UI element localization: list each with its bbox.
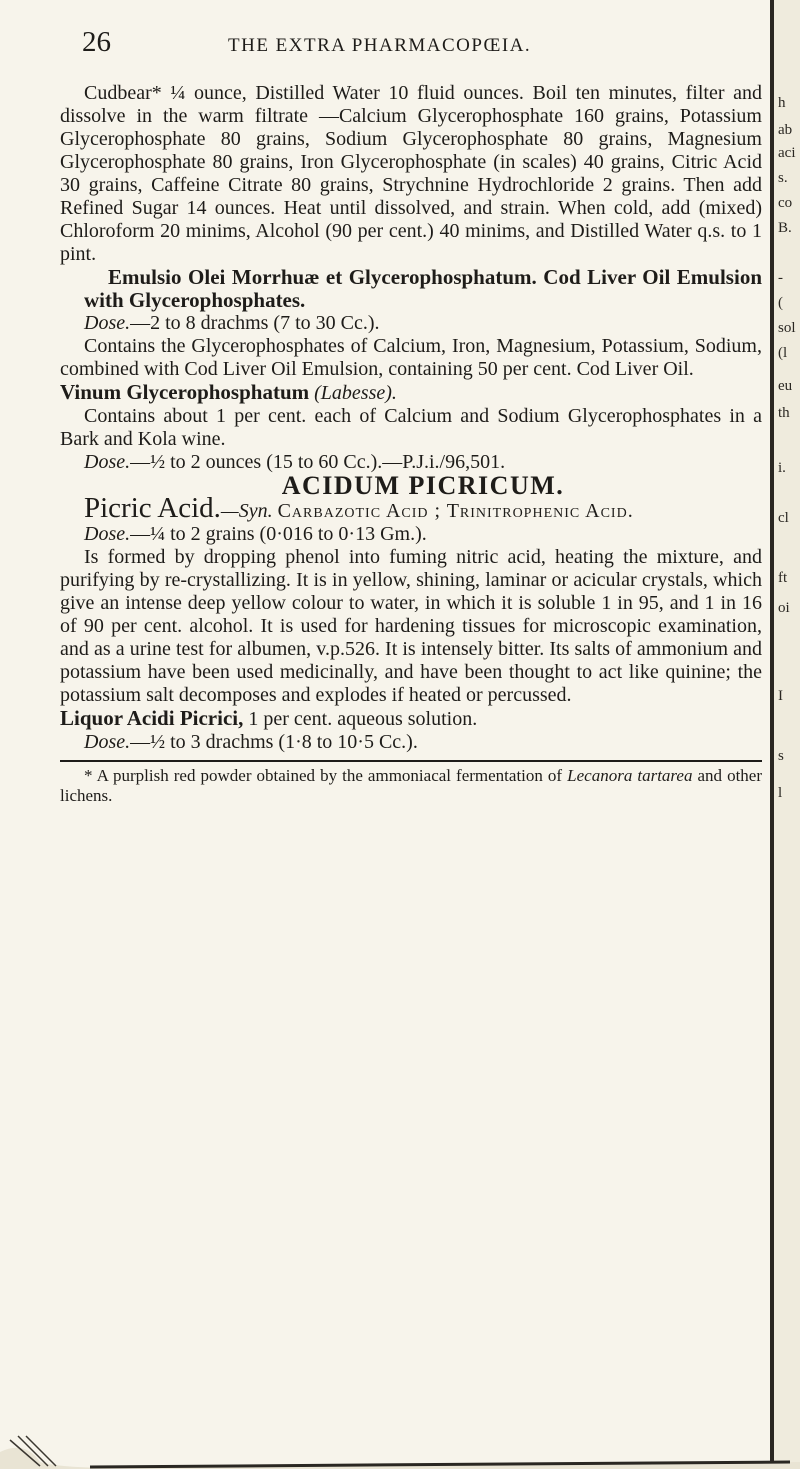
- dose-text: —¼ to 2 grains (0·016 to 0·13 Gm.).: [130, 523, 427, 545]
- margin-fragment: s.: [778, 170, 788, 186]
- footnote-text: A purplish red powder obtained by the ammoniacal fermentation of: [96, 766, 563, 785]
- page-curl-decoration: [0, 1432, 800, 1469]
- dose-label: Dose.: [84, 523, 131, 545]
- picric-dose: [60, 523, 762, 546]
- margin-fragment: oi: [778, 600, 790, 616]
- margin-fragment: th: [778, 405, 790, 421]
- margin-fragment: B.: [778, 220, 792, 236]
- liquor-title: Liquor Acidi Picrici,: [60, 706, 244, 730]
- page-number: 26: [82, 26, 111, 58]
- margin-fragment: cl: [778, 510, 789, 526]
- margin-fragment: (l: [778, 345, 788, 361]
- dose-label: Dose.: [84, 731, 131, 753]
- liquor-entry: [60, 707, 762, 731]
- picric-acid-name: Picric Acid.: [84, 492, 221, 524]
- margin-fragment: sol: [778, 320, 796, 336]
- emulsion-dose: [60, 312, 762, 335]
- dose-text: —½ to 2 ounces (15 to 60 Cc.).—P.J.i./96,501.: [130, 451, 506, 473]
- binding-shadow: [770, 0, 774, 1469]
- margin-fragment: co: [778, 195, 793, 211]
- vinum-entry: [60, 381, 762, 405]
- margin-fragment: (: [778, 295, 783, 311]
- margin-fragment: I: [778, 688, 783, 704]
- margin-fragment: l: [778, 785, 783, 801]
- margin-fragment: h: [778, 95, 786, 111]
- dose-label: Dose.: [84, 312, 131, 334]
- footnote-marker: *: [84, 766, 93, 785]
- synonym-text: Carbazotic Acid ; Trinitrophenic Acid.: [277, 500, 634, 522]
- adjacent-page-edge: [770, 0, 800, 1469]
- cudbear-paragraph: Cudbear* ¼ ounce, Distilled Water 10 fluid ounces. Boil ten minutes, filter and dissolve in the warm filtrate —Calcium Glycerophosphate 160 grains, Potassium Glycerophosphate 80 grains, Sodium Glycerophosphate 80 grains, Magnesium Glycerophosphate 80 grains, Iron Glycerophosphate (in scales) 40 grains, Citric Acid 30 grains, Caffeine Citrate 80 grains, Strychnine Hydrochloride 2 grains. Then add Refined Sugar 14 ounces. Heat until dissolved, and strain. When cold, add (mixed) Chloroform 20 minims, Alcohol (90 per cent.) 40 minims, and Distilled Water q.s. to 1 pint.: [60, 82, 762, 265]
- vinum-source: (Labesse).: [314, 382, 397, 404]
- picric-description: Is formed by dropping phenol into fuming nitric acid, heating the mixture, and purifying by re-crystallizing. It is in yellow, shining, laminar or acicular crystals, which give an intense deep yellow colour to water, in which it is soluble 1 in 95, and 1 in 16 of 90 per cent. alcohol. It is used for hardening tissues for microscopic examination, and as a urine test for albumen, v.p.526. It is intensely bitter. Its salts of ammonium and potassium have been used medicinally, and have been thought to act like quinine; the potassium salt decomposes and explodes if heated or percussed.: [60, 546, 762, 706]
- emulsion-contains: Contains the Glycerophosphates of Calcium, Iron, Magnesium, Potassium, Sodium, combined with Cod Liver Oil Emulsion, containing 50 per cent. Cod Liver Oil.: [60, 335, 762, 380]
- dose-text: —2 to 8 drachms (7 to 30 Cc.).: [130, 312, 380, 334]
- page-body: [60, 82, 762, 806]
- liquor-dose: [60, 731, 762, 754]
- footnote-species: Lecanora tartarea: [567, 766, 693, 785]
- emulsion-entry-title: Emulsio Olei Morrhuæ et Glycerophosphatum. Cod Liver Oil Emulsion with Glycerophosphates.: [84, 265, 762, 312]
- margin-fragment: i.: [778, 460, 786, 476]
- margin-fragment: -: [778, 270, 783, 286]
- margin-fragment: ab: [778, 122, 793, 138]
- liquor-text: 1 per cent. aqueous solution.: [248, 708, 478, 730]
- vinum-title: Vinum Glycerophosphatum: [60, 380, 310, 404]
- vinum-contains: Contains about 1 per cent. each of Calcium and Sodium Glycerophosphates in a Bark and Kola wine.: [60, 405, 762, 450]
- synonym-label: —Syn.: [220, 500, 273, 522]
- margin-fragment: s: [778, 748, 784, 764]
- footnote-text-end: and other lichens.: [60, 766, 763, 805]
- page-header: [56, 26, 756, 62]
- margin-fragment: ft: [778, 570, 788, 586]
- footnote-divider: [60, 760, 762, 762]
- footnote: [60, 766, 762, 806]
- dose-label: Dose.: [84, 451, 131, 473]
- running-title: THE EXTRA PHARMACOPŒIA.: [228, 35, 532, 56]
- margin-fragment: eu: [778, 378, 793, 394]
- section-title: ACIDUM PICRICUM.: [281, 471, 565, 500]
- picric-acid-entry: [60, 492, 762, 524]
- margin-fragment: aci: [778, 145, 796, 161]
- dose-text: —½ to 3 drachms (1·8 to 10·5 Cc.).: [130, 731, 418, 753]
